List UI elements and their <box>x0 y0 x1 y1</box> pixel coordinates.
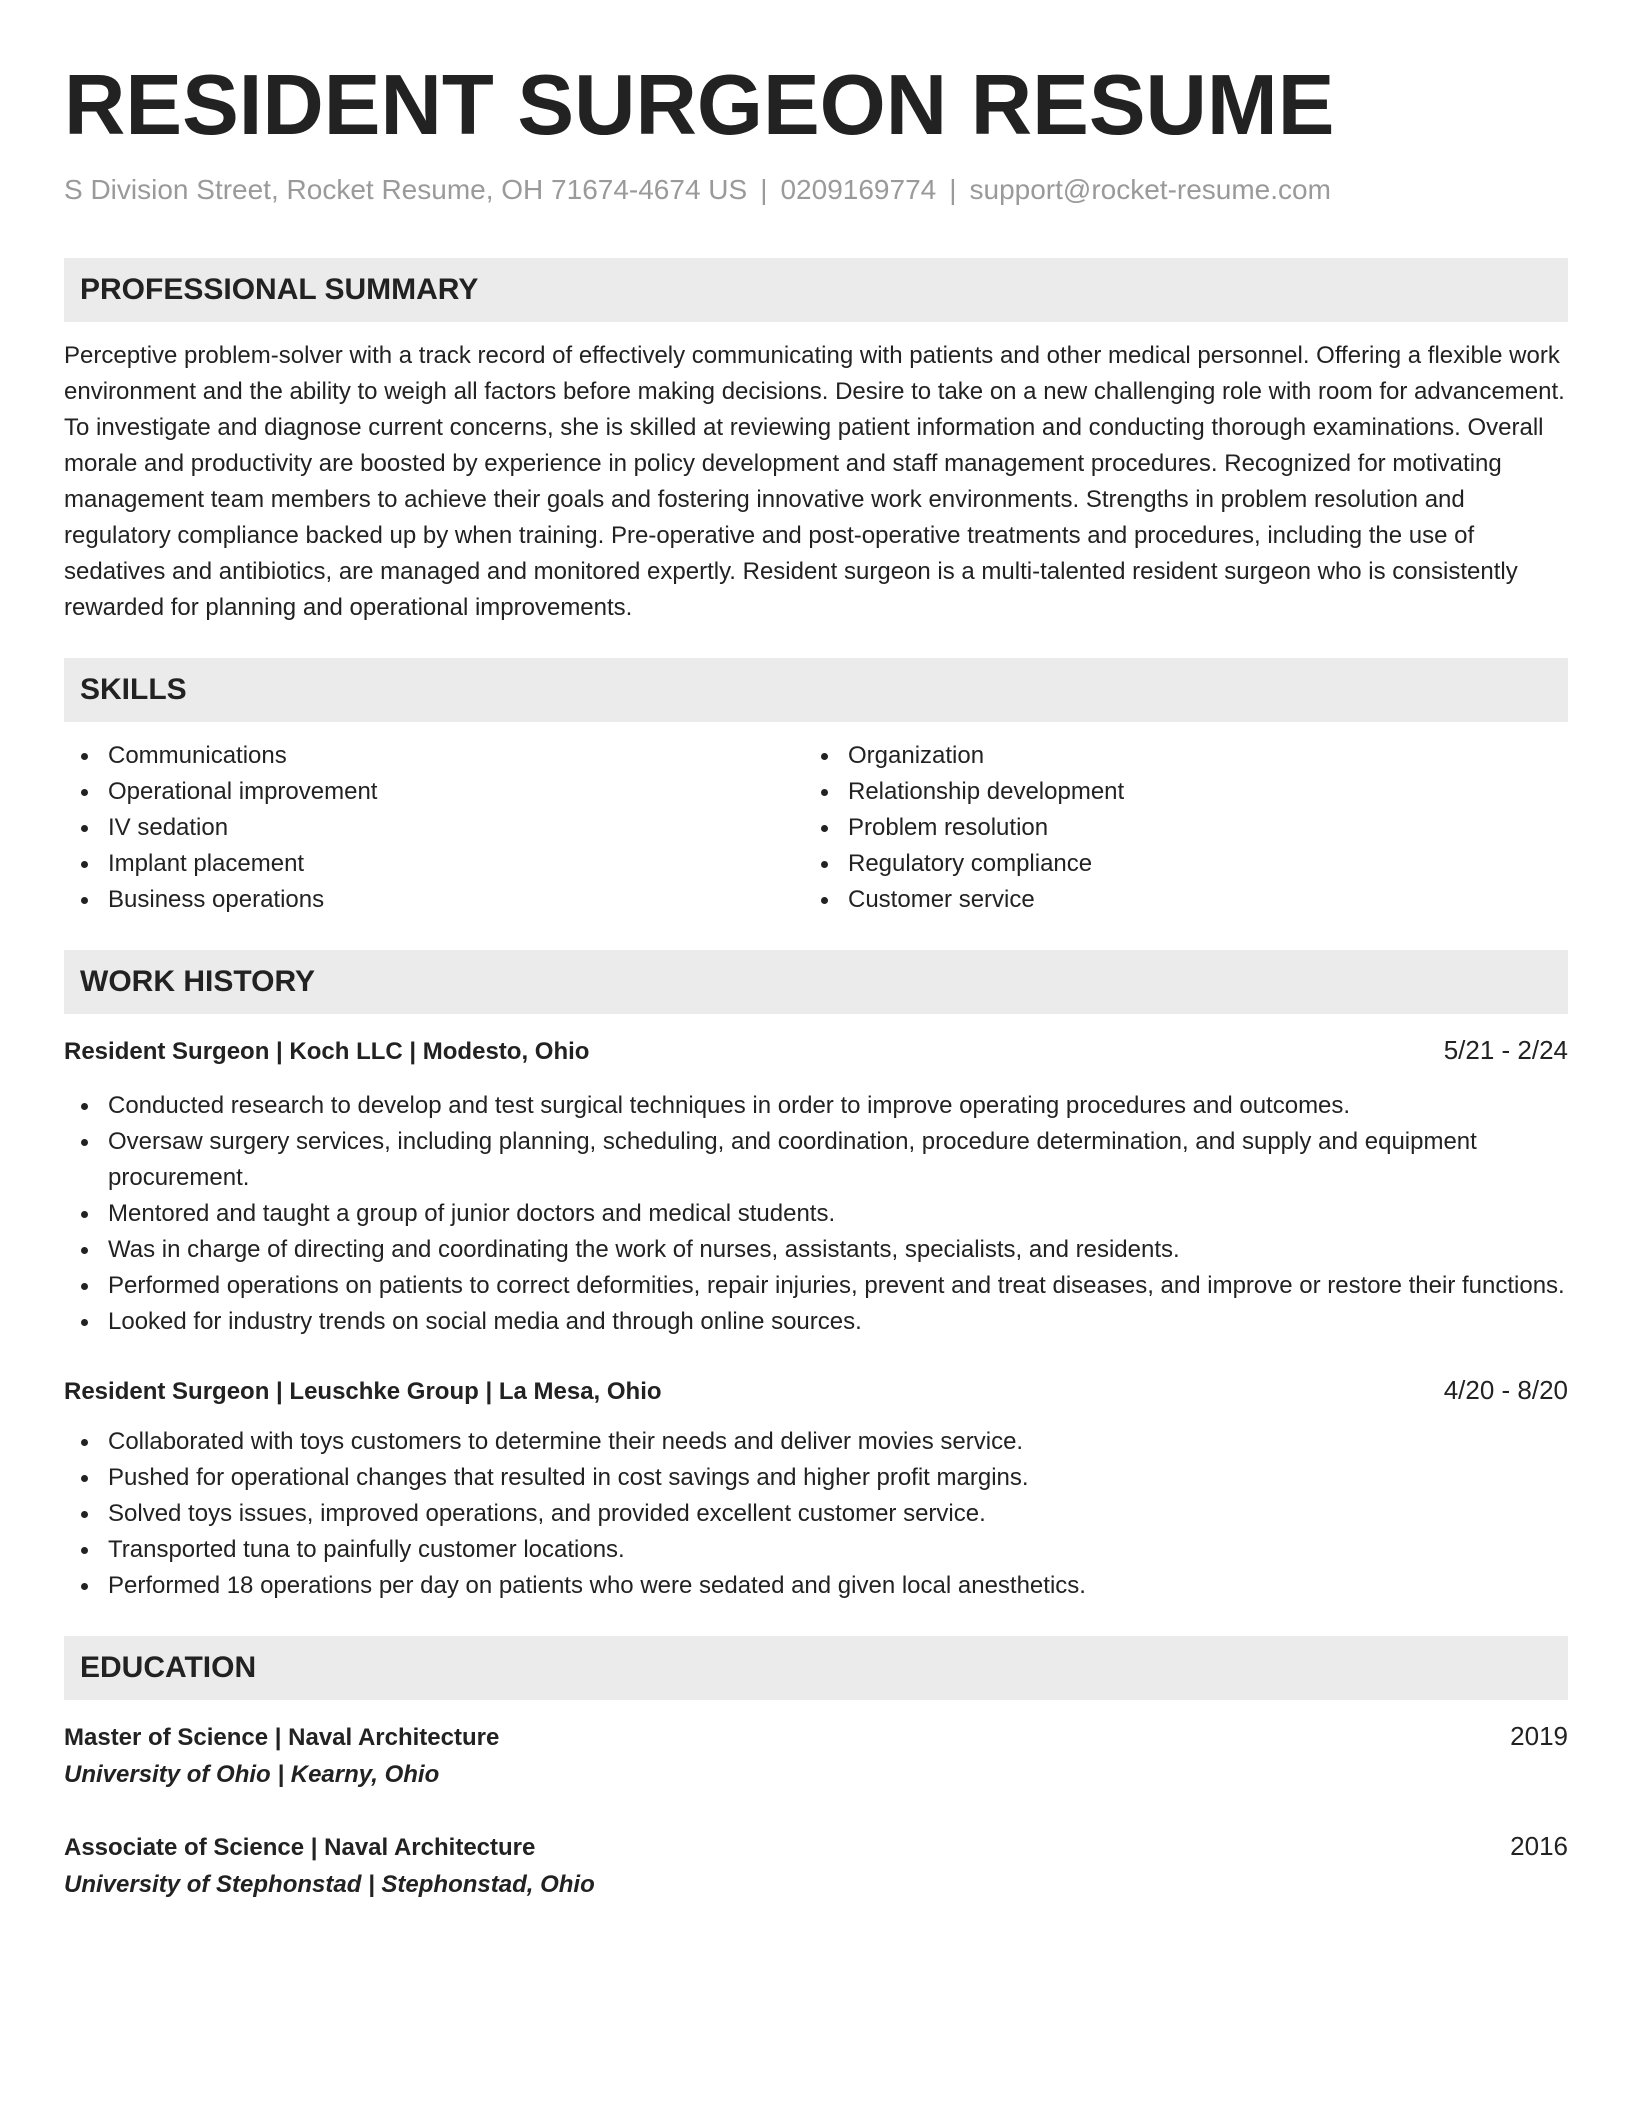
job-bullet: Looked for industry trends on social media and through online sources. <box>64 1304 1568 1340</box>
work-entry-header <box>64 1372 1568 1410</box>
job-bullet: Was in charge of directing and coordinating the work of nurses, assistants, specialists, and residents. <box>64 1232 1568 1268</box>
education-entry-header <box>64 1828 1568 1866</box>
skill-item: Communications <box>64 738 804 774</box>
job-bullet: Transported tuna to painfully customer locations. <box>64 1532 1568 1568</box>
summary-text: Perceptive problem-solver with a track record of effectively communicating with patients and other medical personnel. Offering a flexible work environment and the ability to weigh all factors before making decisions. Desire to take on a new challenging role with room for advancement. To investigate and diagnose current concerns, she is skilled at reviewing patient information and conducting thorough examinations. Overall morale and productivity are boosted by experience in policy development and staff management procedures. Recognized for motivating management team members to achieve their goals and fostering innovative work environments. Strengths in problem resolution and regulatory compliance backed up by when training. Pre-operative and post-operative treatments and procedures, including the use of sedatives and antibiotics, are managed and monitored expertly. Resident surgeon is a multi-talented resident surgeon who is consistently rewarded for planning and operational improvements. <box>64 342 1565 621</box>
resume-title: RESIDENT SURGEON RESUME <box>64 58 1335 153</box>
job-bullet: Oversaw surgery services, including planning, scheduling, and coordination, procedure determination, and supply and equipment procurement. <box>64 1124 1568 1196</box>
work-entry <box>64 1032 1568 1340</box>
skills-grid <box>64 738 1568 918</box>
job-dates: 4/20 - 8/20 <box>1443 1375 1568 1405</box>
graduation-year: 2016 <box>1510 1831 1568 1861</box>
job-bullet: Pushed for operational changes that resulted in cost savings and higher profit margins. <box>64 1460 1568 1496</box>
contact-separator: | <box>949 174 957 205</box>
job-title: Resident Surgeon | Leuschke Group | La Mesa, Ohio <box>64 1378 662 1405</box>
contact-address: S Division Street, Rocket Resume, OH 71674-4674 US <box>64 174 748 205</box>
skill-item: Customer service <box>804 882 1544 918</box>
skill-item: Regulatory compliance <box>804 846 1544 882</box>
skill-item: Problem resolution <box>804 810 1544 846</box>
education-entry <box>64 1828 1568 1904</box>
contact-line <box>64 172 1568 208</box>
skill-item: Business operations <box>64 882 804 918</box>
job-bullet: Solved toys issues, improved operations, and provided excellent customer service. <box>64 1496 1568 1532</box>
school-name: University of Stephonstad | Stephonstad, Ohio <box>64 1871 595 1898</box>
section-header-skills: SKILLS <box>64 658 1568 722</box>
degree-title: Associate of Science | Naval Architecture <box>64 1834 536 1861</box>
skill-item: Relationship development <box>804 774 1544 810</box>
job-bullets <box>64 1424 1568 1604</box>
job-bullet: Performed 18 operations per day on patients who were sedated and given local anesthetics. <box>64 1568 1568 1604</box>
skills-column-right <box>804 738 1544 918</box>
work-entry <box>64 1372 1568 1604</box>
skill-item: Organization <box>804 738 1544 774</box>
section-header-summary: PROFESSIONAL SUMMARY <box>64 258 1568 322</box>
education-entry <box>64 1718 1568 1794</box>
work-entry-header <box>64 1032 1568 1070</box>
job-bullet: Performed operations on patients to correct deformities, repair injuries, prevent and treat diseases, and improve or restore their functions. <box>64 1268 1568 1304</box>
graduation-year: 2019 <box>1510 1721 1568 1751</box>
job-dates: 5/21 - 2/24 <box>1443 1035 1568 1065</box>
contact-phone: 0209169774 <box>780 174 937 205</box>
job-bullet: Mentored and taught a group of junior doctors and medical students. <box>64 1196 1568 1232</box>
job-title: Resident Surgeon | Koch LLC | Modesto, Ohio <box>64 1038 590 1065</box>
section-header-work-history: WORK HISTORY <box>64 950 1568 1014</box>
job-bullets <box>64 1088 1568 1340</box>
section-header-education: EDUCATION <box>64 1636 1568 1700</box>
school-name: University of Ohio | Kearny, Ohio <box>64 1761 440 1788</box>
job-bullet: Conducted research to develop and test surgical techniques in order to improve operating procedures and outcomes. <box>64 1088 1568 1124</box>
skill-item: Operational improvement <box>64 774 804 810</box>
skill-item: Implant placement <box>64 846 804 882</box>
contact-separator: | <box>760 174 768 205</box>
skill-item: IV sedation <box>64 810 804 846</box>
skills-column-left <box>64 738 804 918</box>
contact-email: support@rocket-resume.com <box>969 174 1331 205</box>
education-entry-header <box>64 1718 1568 1756</box>
degree-title: Master of Science | Naval Architecture <box>64 1724 500 1751</box>
job-bullet: Collaborated with toys customers to determine their needs and deliver movies service. <box>64 1424 1568 1460</box>
